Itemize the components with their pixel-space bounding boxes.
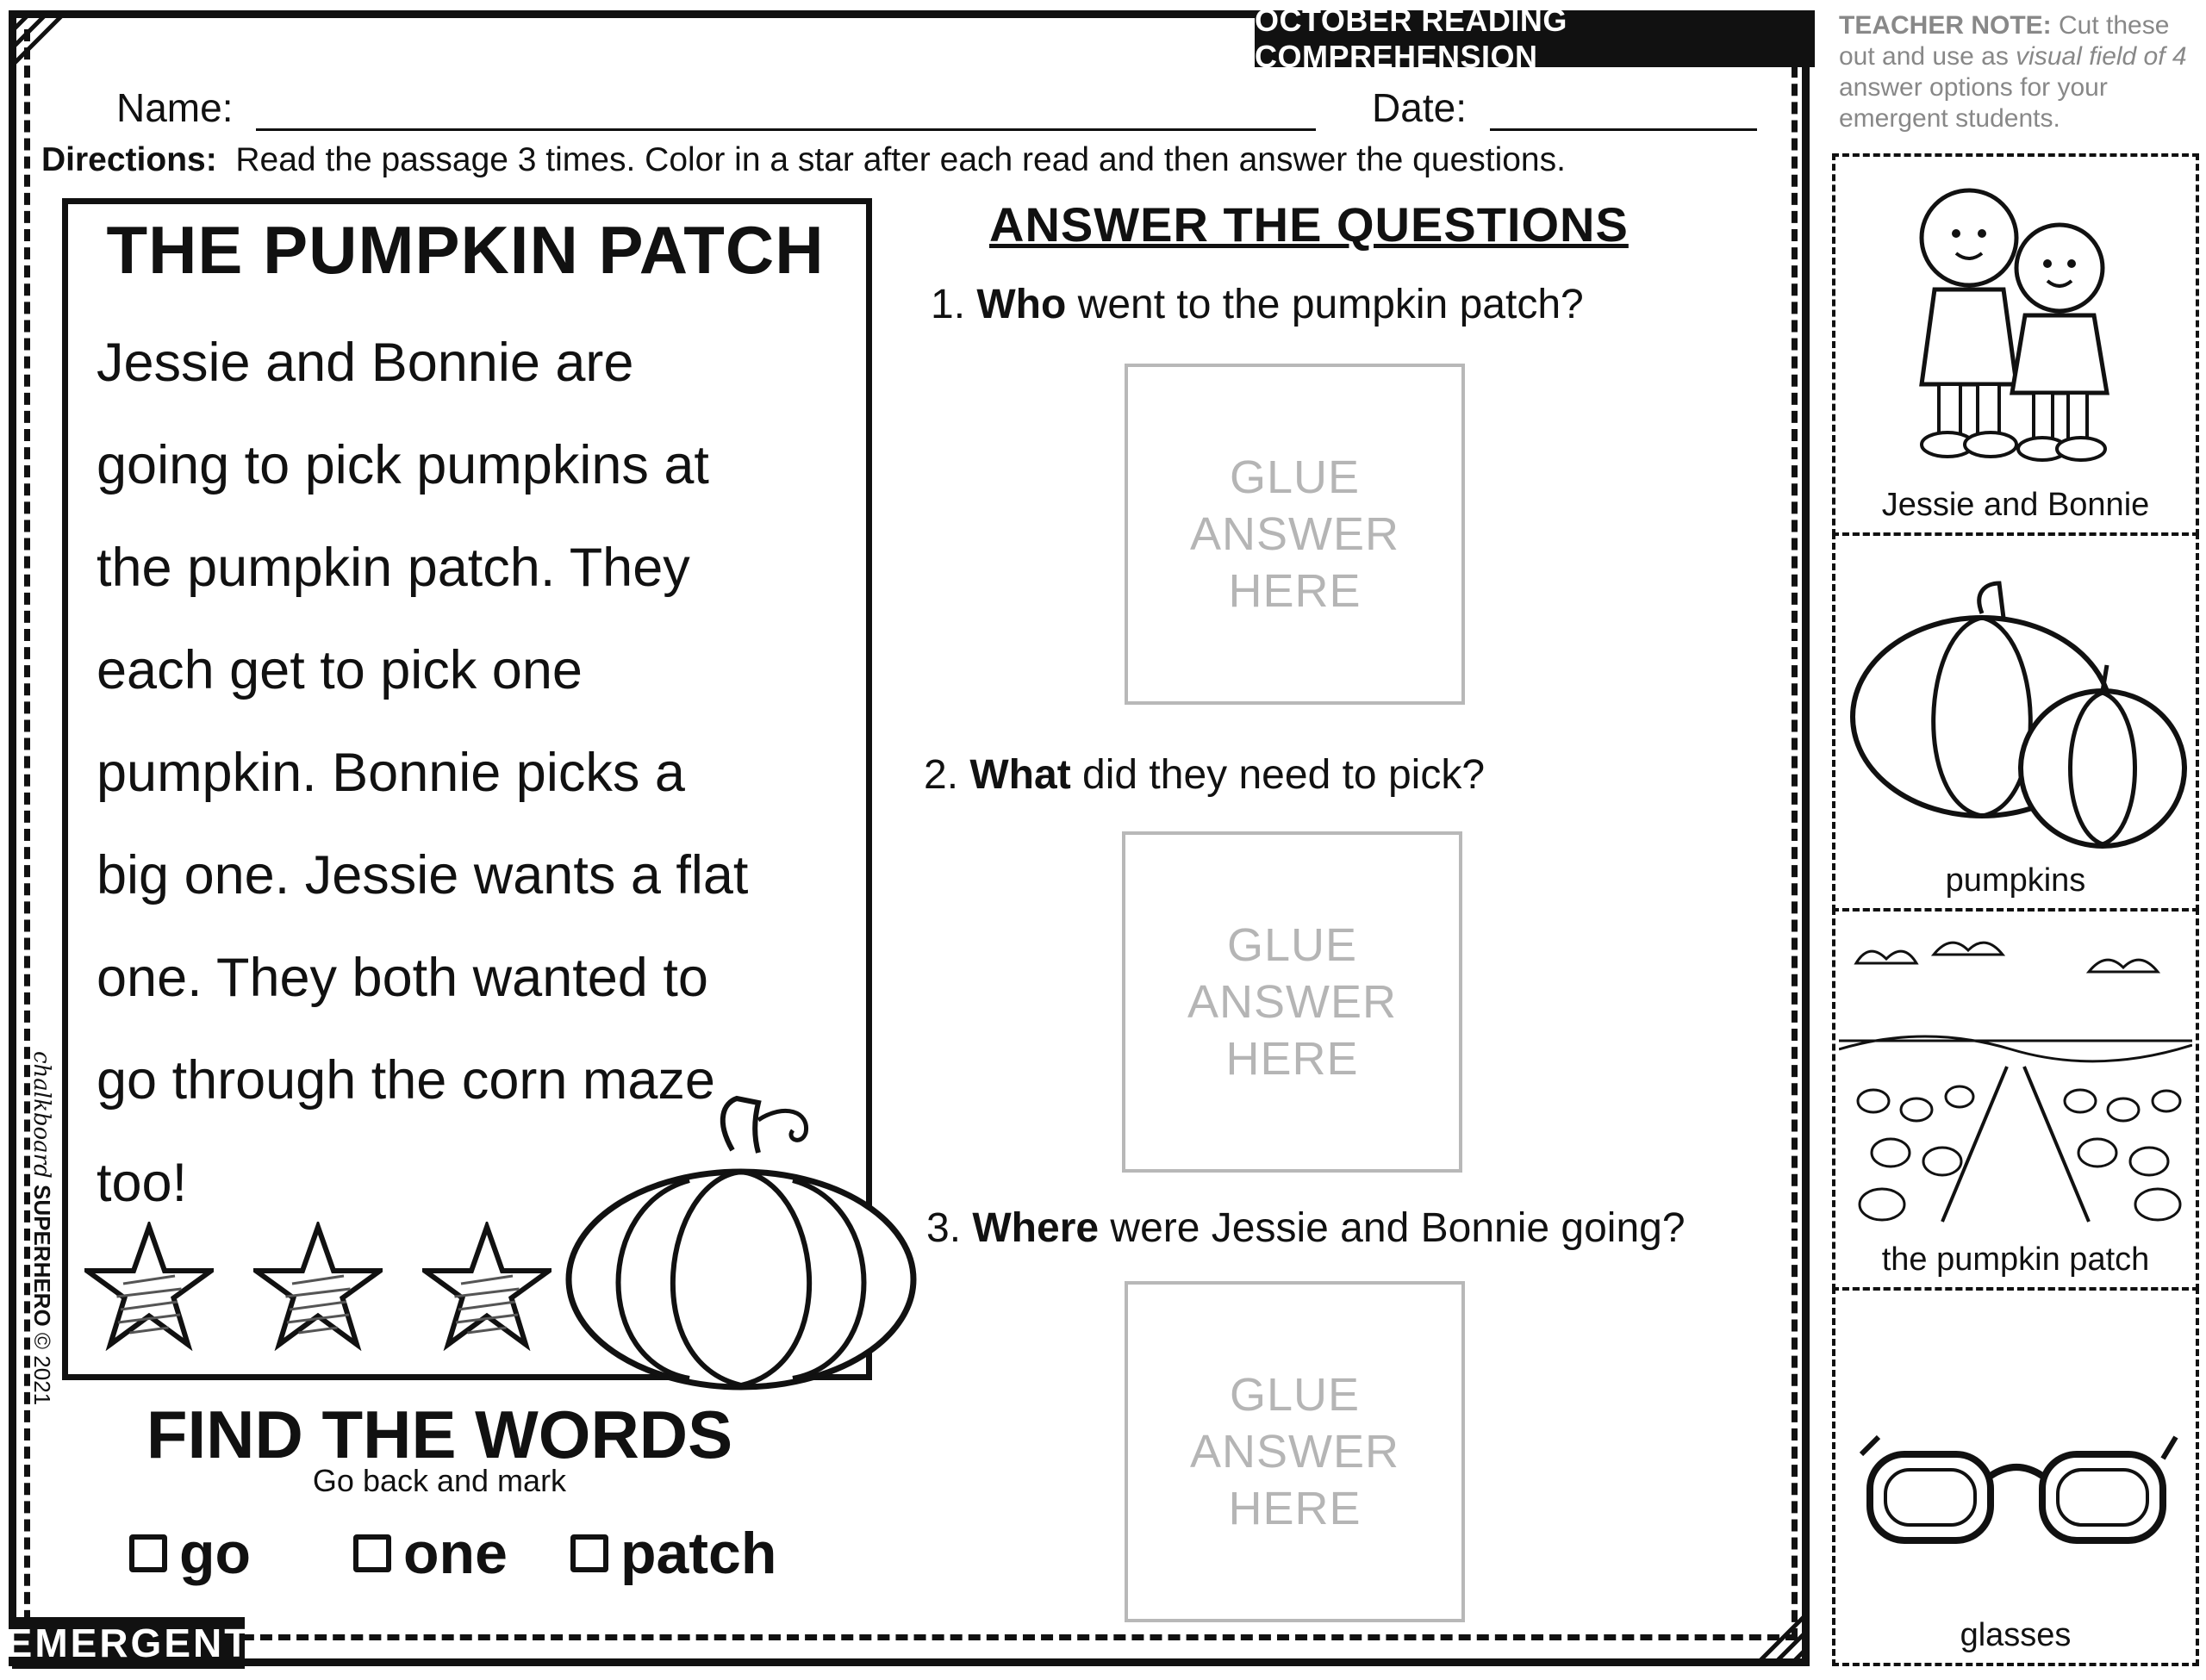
read-star-icon[interactable] [422,1222,552,1351]
question-text: did they need to pick? [1070,752,1486,798]
passage-line: the pumpkin patch. They [97,538,690,598]
directions-text: Read the passage 3 times. Color in a star after each read and then answer the questions. [235,141,1566,178]
teacher-note-italic: visual field of 4 [2016,42,2187,71]
teacher-note-text: answer options for your emergent students. [1839,73,2108,133]
glue-label: HERE [1228,1483,1362,1534]
answer-card[interactable] [1832,1287,2199,1666]
name-date-row [116,84,1757,131]
pumpkin-icon [560,1086,922,1396]
credit-brand: SUPERHERO [29,1184,55,1327]
question-number: 1. [931,282,966,327]
corner-decoration-icon [12,14,64,65]
glue-label: HERE [1225,1033,1359,1085]
level-badge: EMERGENT [12,1617,245,1669]
answer-card-label: pumpkins [1945,862,2086,899]
name-field[interactable] [256,94,1316,131]
find-word-label: one [403,1521,508,1586]
credit-year: © 2021 [29,1332,55,1406]
find-words-subtitle: Go back and mark [312,1463,567,1498]
children-icon [1887,177,2146,470]
header-banner: OCTOBER READING COMPREHENSION [1255,10,1815,67]
find-word-item[interactable] [353,1520,508,1587]
passage-line: pumpkin. Bonnie picks a [97,743,685,803]
teacher-note [1839,10,2201,134]
question-keyword: What [969,752,1071,798]
passage-line: go through the corn maze [97,1050,715,1111]
question-1 [931,281,1584,328]
pumpkins-icon [1844,570,2189,855]
passage-line: Jessie and Bonnie are [97,333,634,393]
credit-script: chalkboard [28,1051,54,1179]
glue-label: GLUE ANSWER [1187,919,1397,1028]
find-words-title: FIND THE WORDS [146,1397,733,1472]
glue-label: GLUE ANSWER [1189,451,1399,560]
name-label: Name: [116,85,234,130]
date-label: Date: [1372,85,1467,130]
checkbox-icon[interactable] [129,1534,167,1572]
question-keyword: Who [976,282,1067,327]
questions-title: ANSWER THE QUESTIONS [989,197,1629,252]
answer-card-label: glasses [1960,1617,2072,1653]
find-word-item[interactable] [129,1520,251,1587]
glue-answer-box[interactable] [1125,364,1465,705]
answer-card-label: Jessie and Bonnie [1881,487,2150,523]
find-word-item[interactable] [570,1520,776,1587]
passage-line: big one. Jessie wants a flat [97,845,749,905]
credit [21,1051,64,1406]
teacher-note-label: TEACHER NOTE: [1839,11,2052,40]
pumpkin-patch-icon [1839,929,2192,1239]
date-field[interactable] [1490,94,1757,131]
passage-line: too! [97,1153,188,1213]
answer-card[interactable] [1832,153,2199,536]
question-text: went to the pumpkin patch? [1066,282,1584,327]
question-keyword: Where [972,1205,1100,1251]
passage-line: going to pick pumpkins at [97,435,709,495]
glue-label: GLUE ANSWER [1189,1369,1399,1478]
question-number: 2. [924,752,959,798]
answer-card-label: the pumpkin patch [1881,1241,2150,1278]
glue-answer-box[interactable] [1125,1281,1465,1622]
directions [41,141,1566,179]
passage-title: THE PUMPKIN PATCH [106,212,825,288]
directions-label: Directions: [41,141,217,178]
checkbox-icon[interactable] [353,1534,391,1572]
question-text: were Jessie and Bonnie going? [1099,1205,1686,1251]
glue-answer-box[interactable] [1122,831,1462,1173]
question-3 [926,1204,1686,1252]
read-star-icon[interactable] [84,1222,214,1351]
question-2 [924,751,1485,799]
teacher-note-text: Cut these out and use as [1839,11,2170,71]
answer-card[interactable] [1832,532,2199,912]
passage-line: one. They both wanted to [97,948,708,1008]
find-word-label: patch [620,1521,777,1586]
corner-decoration-icon [1758,1611,1810,1663]
checkbox-icon[interactable] [570,1534,608,1572]
glasses-icon [1853,1420,2180,1558]
glue-label: HERE [1228,565,1362,617]
passage-line: each get to pick one [97,640,583,700]
read-star-icon[interactable] [253,1222,383,1351]
question-number: 3. [926,1205,962,1251]
find-word-label: go [179,1521,252,1586]
answer-card[interactable] [1832,908,2199,1291]
